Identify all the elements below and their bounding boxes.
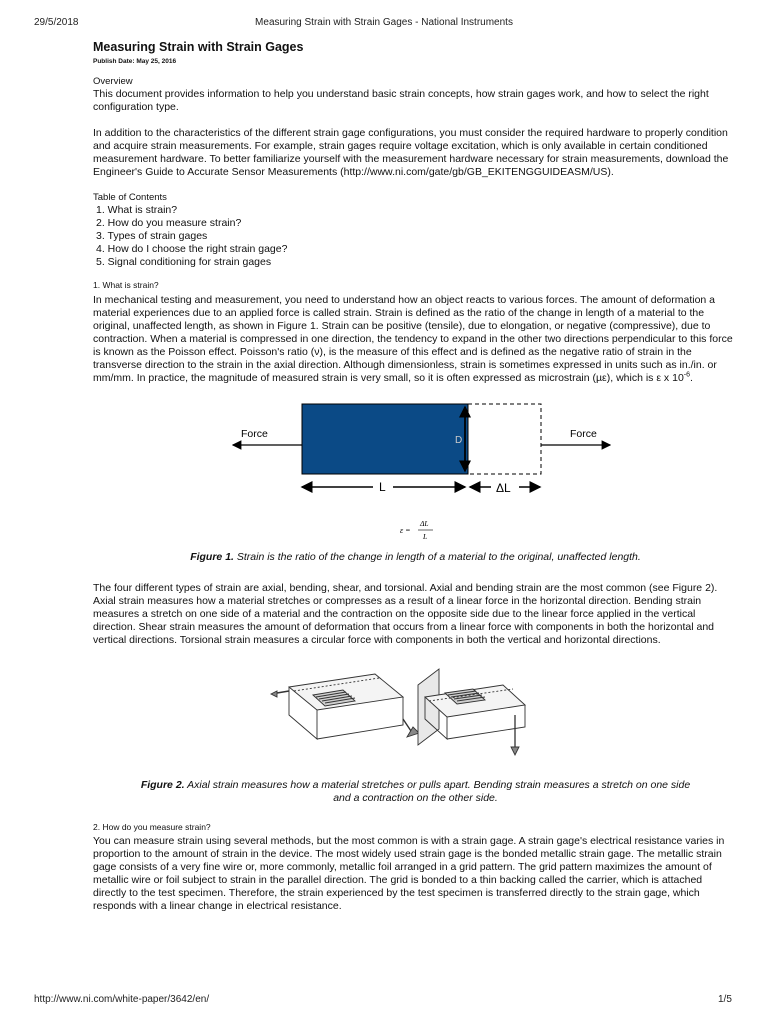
figure-1 — [93, 403, 738, 568]
figure-2-caption — [93, 779, 738, 805]
section-1-heading: 1. What is strain? — [93, 280, 159, 290]
figure-2 — [93, 667, 738, 781]
formula-denominator: L — [423, 532, 428, 541]
figure-1-caption-text: Strain is the ratio of the change in length of a material to the original, unaffected length. — [236, 551, 641, 563]
force-label-left: Force — [241, 428, 268, 440]
force-label-right: Force — [570, 428, 597, 440]
formula-lhs: ε = — [400, 526, 411, 535]
section-1-paragraph-2: The four different types of strain are axial, bending, shear, and torsional. Axial and bending strain are the most common (see Figure 2). Axial strain measures how a material stretches or compresses as a result of a linear force in the horizontal direction. Bending strain measures a stretch on one side of a material and the contraction on the opposite side due to the linear force applied in the vertical direction. Shear strain measures the amount of deformation that occurs from a linear force with components in both the horizontal and vertical directions. Torsional strain measures a circular force with components in both the vertical and horizontal directions. — [93, 582, 718, 646]
figure-2-caption-line-2: and a contraction on the other side. — [333, 792, 498, 804]
publish-date: Publish Date: May 25, 2016 — [93, 58, 177, 65]
overview-paragraph-2: In addition to the characteristics of the different strain gage configurations, you must consider the required hardware to properly condition and acquire strain measurements. For example, strain gages require voltage excitation, which is only available in certain conditioned measurement hardware. To better familiarize yourself with the measurement hardware necessary for strain measurements, download the Engineer's Guide to Accurate Sensor Measurements (http://www.ni.com/gate/gb/GB_EKITENGGUIDEASM/US). — [93, 127, 729, 178]
toc-item-1[interactable]: 1. What is strain? — [96, 204, 178, 216]
strain-specimen-block — [302, 404, 468, 474]
figure-1-diagram — [93, 403, 738, 568]
print-date: 29/5/2018 — [34, 17, 79, 28]
overview-heading: Overview — [93, 76, 133, 87]
formula-numerator: ΔL — [420, 519, 429, 528]
delta-l-label: ΔL — [496, 481, 511, 495]
page-number: 1/5 — [718, 994, 732, 1005]
toc-item-5[interactable]: 5. Signal conditioning for strain gages — [96, 256, 272, 268]
print-page-title: Measuring Strain with Strain Gages - National Instruments — [255, 17, 513, 28]
toc-item-4[interactable]: 4. How do I choose the right strain gage? — [96, 243, 288, 255]
toc-item-3[interactable]: 3. Types of strain gages — [96, 230, 208, 242]
axial-strain-illustration — [271, 674, 419, 739]
section-1-paragraph-1: In mechanical testing and measurement, you need to understand how an object reacts to various forces. The amount of deformation a material experiences due to an applied force is called strain. Strain is defined as the ratio of the change in length of a material to the original, unaffected length, as shown in Figure 1. Strain can be positive (tensile), due to elongation, or negative (compressive), due to contraction. When a material is compressed in one direction, the tendency to expand in the other two directions perpendicular to this force is known as the Poisson effect. Poisson's ratio (ν), is the measure of this effect and is defined as the negative ratio of strain in the transverse direction to the strain in the axial direction. Although dimensionless, strain is sometimes expressed in units such as in./in. or mm/mm. In practice, the magnitude of measured strain is very small, so it is often expressed as microstrain (µε), which is ε x $10^{-6}$. — [93, 294, 733, 384]
bending-strain-illustration — [418, 669, 525, 755]
toc-item-2[interactable]: 2. How do you measure strain? — [96, 217, 242, 229]
overview-paragraph-1: This document provides information to help you understand basic strain concepts, how strain gages work, and how to select the right configuration type. — [93, 88, 709, 113]
l-label: L — [379, 480, 386, 494]
elongation-outline — [468, 404, 541, 474]
figure-2-caption-label: Figure 2. — [140, 779, 185, 791]
figure-1-caption-label: Figure 1. — [190, 551, 234, 563]
document-title: Measuring Strain with Strain Gages — [93, 40, 304, 54]
figure-2-caption-line-1: Axial strain measures how a material stretches or pulls apart. Bending strain measures a stretch on one side — [187, 779, 691, 791]
section-2-paragraph-1: You can measure strain using several methods, but the most common is with a strain gage. A strain gage's electrical resistance varies in proportion to the amount of strain in the device. The most widely used strain gage is the bonded metallic strain gage. The metallic strain gage consists of a very fine wire or, more commonly, metallic foil arranged in a grid pattern. The grid pattern maximizes the amount of metallic wire or foil subject to strain in the parallel direction. The grid is bonded to a thin backing called the carrier, which is attached directly to the test specimen. Therefore, the strain experienced by the test specimen is transferred directly to the strain gage, which responds with a linear change in electrical resistance. — [93, 835, 725, 912]
toc-list — [93, 204, 738, 269]
section-2-heading: 2. How do you measure strain? — [93, 822, 211, 832]
d-label: D — [455, 435, 463, 446]
figure-2-diagram — [93, 667, 738, 781]
page-url[interactable]: http://www.ni.com/white-paper/3642/en/ — [34, 994, 210, 1005]
document-body — [93, 38, 738, 913]
toc-heading: Table of Contents — [93, 192, 167, 203]
